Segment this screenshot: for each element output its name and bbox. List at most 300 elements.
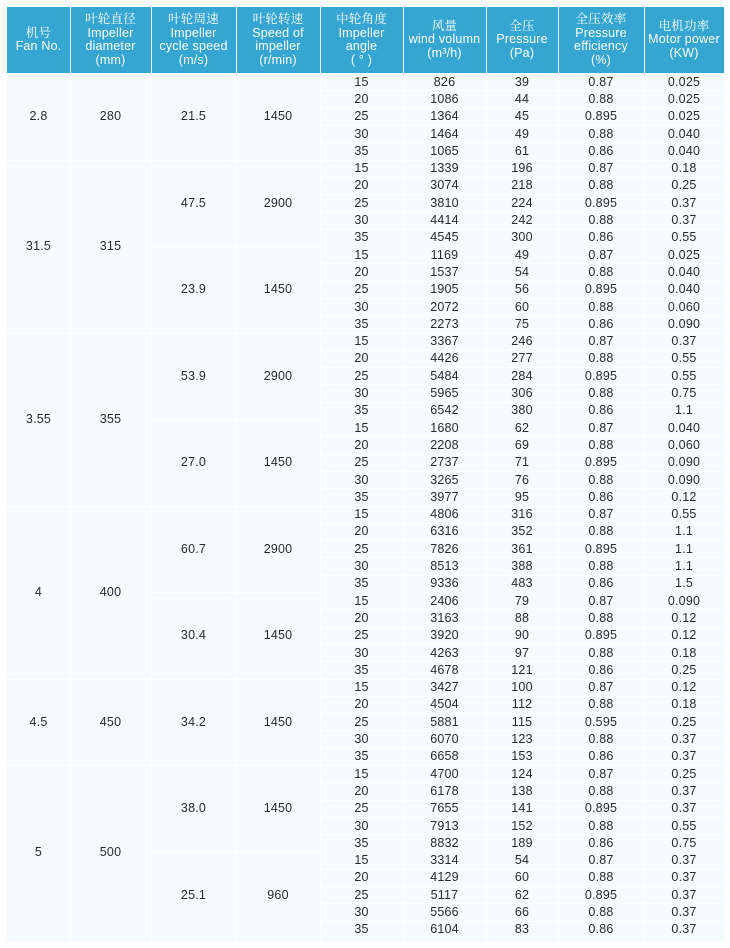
column-header-cn: 叶轮周速 (168, 12, 219, 26)
pressure-efficiency: 0.88 (588, 91, 614, 106)
column-header (7, 7, 70, 73)
pressure-efficiency: 0.86 (588, 230, 614, 245)
impeller-cycle-speed: 47.5 (180, 195, 207, 210)
pressure: 277 (511, 351, 533, 366)
motor-power: 0.090 (667, 316, 701, 331)
column-header-en: angle (345, 39, 378, 53)
motor-power: 0.090 (667, 455, 701, 470)
impeller-angle: 20 (354, 264, 369, 279)
column-header-cn: 全压 (509, 18, 535, 33)
impeller-speed: 1450 (263, 109, 293, 124)
impeller-angle: 20 (354, 870, 369, 885)
motor-power: 0.12 (671, 610, 697, 625)
wind-volume: 4806 (430, 507, 459, 522)
column-header-en: wind volumn (408, 32, 481, 47)
pressure-efficiency: 0.88 (588, 524, 614, 539)
pressure-efficiency: 0.88 (588, 437, 614, 452)
impeller-speed: 1450 (263, 628, 293, 643)
impeller-speed: 1450 (263, 455, 293, 470)
motor-power: 0.040 (667, 282, 701, 297)
motor-power: 0.37 (671, 853, 697, 868)
column-header-en: Impeller (87, 25, 134, 40)
pressure: 75 (514, 316, 530, 331)
pressure: 83 (514, 922, 530, 937)
wind-volume: 826 (433, 74, 456, 89)
column-header-en: Fan No. (15, 39, 62, 53)
pressure: 45 (514, 109, 530, 124)
wind-volume: 1364 (430, 109, 459, 124)
column-header (644, 7, 724, 73)
motor-power: 0.55 (671, 507, 697, 522)
pressure: 483 (511, 576, 533, 591)
wind-volume: 6070 (430, 732, 459, 747)
impeller-cycle-speed: 38.0 (180, 801, 207, 816)
pressure: 124 (511, 766, 533, 781)
impeller-angle: 35 (354, 662, 369, 677)
pressure: 138 (511, 783, 533, 798)
motor-power: 1.1 (675, 403, 693, 418)
table-header (7, 7, 724, 73)
wind-volume: 3977 (430, 489, 459, 504)
motor-power: 0.18 (671, 645, 697, 660)
pressure: 49 (514, 126, 530, 141)
pressure: 352 (511, 524, 533, 539)
column-header-en: impeller (255, 39, 301, 53)
wind-volume: 2737 (430, 455, 459, 470)
pressure: 112 (511, 697, 533, 712)
pressure-efficiency: 0.88 (588, 783, 614, 798)
motor-power: 0.060 (667, 299, 701, 314)
fan-performance-table (7, 7, 724, 942)
impeller-angle: 25 (354, 541, 369, 556)
pressure-efficiency: 0.895 (584, 541, 618, 556)
impeller-angle: 15 (354, 247, 369, 262)
pressure-efficiency: 0.86 (588, 403, 614, 418)
impeller-cycle-speed: 21.5 (180, 109, 207, 124)
impeller-angle: 20 (354, 610, 369, 625)
wind-volume: 5965 (430, 386, 459, 401)
pressure: 218 (511, 178, 533, 193)
pressure-efficiency: 0.895 (584, 109, 618, 124)
pressure-efficiency: 0.88 (588, 870, 614, 885)
motor-power: 0.37 (671, 922, 697, 937)
pressure-efficiency: 0.895 (584, 455, 618, 470)
impeller-diameter: 500 (99, 844, 122, 859)
wind-volume: 1680 (430, 420, 459, 435)
column-header (320, 7, 403, 73)
motor-power: 0.25 (671, 766, 697, 781)
motor-power: 0.25 (671, 178, 697, 193)
wind-volume: 1339 (430, 161, 459, 176)
pressure: 62 (514, 887, 530, 902)
pressure: 306 (511, 386, 533, 401)
pressure-efficiency: 0.895 (584, 368, 618, 383)
column-header-en: (r/min) (259, 52, 297, 67)
pressure-efficiency: 0.87 (588, 853, 614, 868)
wind-volume: 3367 (430, 334, 459, 349)
pressure-efficiency: 0.88 (588, 610, 614, 625)
wind-volume: 4414 (430, 213, 459, 228)
pressure-efficiency: 0.87 (588, 507, 614, 522)
fan-number: 2.8 (29, 109, 48, 124)
impeller-diameter: 280 (99, 109, 122, 124)
column-header-en: ( ° ) (350, 52, 373, 67)
impeller-angle: 30 (354, 732, 369, 747)
impeller-angle: 20 (354, 524, 369, 539)
impeller-angle: 20 (354, 437, 369, 452)
pressure: 60 (514, 870, 530, 885)
pressure: 88 (514, 610, 530, 625)
column-header-cn: 叶轮转速 (252, 12, 304, 26)
pressure: 60 (514, 299, 530, 314)
impeller-angle: 15 (354, 853, 369, 868)
pressure: 54 (514, 853, 530, 868)
impeller-angle: 20 (354, 91, 369, 106)
impeller-angle: 30 (354, 818, 369, 833)
wind-volume: 5566 (430, 905, 459, 920)
fan-number: 3.55 (25, 412, 52, 426)
impeller-angle: 15 (354, 680, 369, 695)
pressure-efficiency: 0.88 (588, 732, 614, 747)
wind-volume: 3163 (430, 610, 459, 625)
pressure-efficiency: 0.88 (588, 264, 614, 279)
wind-volume: 2406 (430, 593, 459, 608)
wind-volume: 6316 (430, 524, 459, 539)
motor-power: 0.55 (671, 230, 697, 245)
impeller-angle: 30 (354, 299, 369, 314)
pressure-efficiency: 0.595 (584, 714, 618, 729)
pressure: 300 (511, 230, 533, 245)
impeller-cycle-speed: 34.2 (180, 714, 207, 729)
pressure-efficiency: 0.88 (588, 299, 614, 314)
impeller-speed: 1450 (263, 282, 293, 297)
impeller-angle: 15 (354, 507, 369, 522)
impeller-angle: 35 (354, 749, 369, 764)
column-header (558, 7, 644, 73)
pressure: 242 (511, 213, 533, 228)
pressure-efficiency: 0.87 (588, 420, 614, 435)
impeller-angle: 35 (354, 489, 369, 504)
motor-power: 0.12 (671, 489, 697, 504)
impeller-angle: 30 (354, 905, 369, 920)
column-header (486, 7, 558, 73)
motor-power: 0.025 (667, 74, 701, 89)
impeller-angle: 35 (354, 576, 369, 591)
wind-volume: 7655 (430, 801, 459, 816)
fan-number: 4.5 (29, 714, 48, 729)
pressure-efficiency: 0.88 (588, 126, 614, 141)
pressure: 121 (511, 662, 533, 677)
column-header-en: Impeller (338, 25, 385, 40)
impeller-angle: 25 (354, 109, 369, 124)
pressure: 79 (514, 593, 530, 608)
pressure: 62 (514, 420, 530, 435)
pressure: 54 (514, 264, 530, 279)
wind-volume: 5881 (430, 714, 459, 729)
impeller-cycle-speed: 23.9 (180, 282, 207, 297)
wind-volume: 6178 (430, 783, 459, 798)
impeller-cycle-speed: 30.4 (180, 628, 207, 643)
wind-volume: 1537 (430, 264, 459, 279)
wind-volume: 4263 (430, 645, 459, 660)
impeller-angle: 25 (354, 887, 369, 902)
impeller-angle: 15 (354, 74, 369, 89)
pressure-efficiency: 0.88 (588, 472, 614, 487)
pressure: 284 (511, 368, 533, 383)
impeller-angle: 15 (354, 420, 369, 435)
impeller-angle: 30 (354, 126, 369, 141)
wind-volume: 1086 (430, 91, 459, 106)
motor-power: 0.12 (671, 680, 697, 695)
column-header-en: (mm) (95, 52, 126, 67)
motor-power: 0.37 (671, 801, 697, 816)
wind-volume: 3265 (430, 472, 459, 487)
pressure-efficiency: 0.88 (588, 697, 614, 712)
motor-power: 0.55 (671, 818, 697, 833)
pressure: 66 (514, 905, 530, 920)
pressure: 388 (511, 559, 533, 574)
motor-power: 0.040 (667, 420, 701, 435)
impeller-angle: 15 (354, 334, 369, 349)
impeller-cycle-speed: 25.1 (180, 887, 207, 902)
pressure: 76 (514, 472, 530, 487)
column-header-en: diameter (85, 39, 136, 53)
motor-power: 0.75 (671, 386, 697, 401)
pressure: 69 (514, 437, 530, 452)
impeller-cycle-speed: 27.0 (180, 455, 207, 470)
pressure-efficiency: 0.88 (588, 351, 614, 366)
pressure-efficiency: 0.88 (588, 178, 614, 193)
wind-volume: 8832 (430, 835, 459, 850)
impeller-diameter: 400 (99, 585, 122, 599)
fan-number: 31.5 (25, 239, 52, 253)
impeller-angle: 25 (354, 801, 369, 816)
impeller-angle: 35 (354, 403, 369, 418)
motor-power: 0.025 (667, 247, 701, 262)
motor-power: 1.5 (675, 576, 693, 591)
pressure: 196 (511, 161, 533, 176)
motor-power: 0.37 (671, 905, 697, 920)
pressure-efficiency: 0.87 (588, 247, 614, 262)
column-header-en: Impeller (170, 25, 217, 40)
wind-volume: 3074 (430, 178, 459, 193)
impeller-angle: 25 (354, 282, 369, 297)
column-header-cn: 机号 (25, 25, 52, 40)
impeller-angle: 20 (354, 351, 369, 366)
pressure-efficiency: 0.86 (588, 835, 614, 850)
pressure-efficiency: 0.86 (588, 489, 614, 504)
motor-power: 0.090 (667, 472, 701, 487)
wind-volume: 5117 (430, 887, 459, 902)
pressure: 189 (511, 835, 533, 850)
impeller-speed: 2900 (263, 195, 293, 210)
wind-volume: 3810 (430, 195, 459, 210)
pressure-efficiency: 0.88 (588, 213, 614, 228)
motor-power: 0.025 (667, 109, 701, 124)
impeller-angle: 15 (354, 161, 369, 176)
wind-volume: 3427 (430, 680, 459, 695)
motor-power: 0.25 (671, 714, 697, 729)
pressure: 141 (511, 801, 533, 816)
pressure-efficiency: 0.88 (588, 559, 614, 574)
pressure-efficiency: 0.88 (588, 818, 614, 833)
column-header-en: (m³/h) (427, 45, 462, 60)
wind-volume: 4426 (430, 351, 459, 366)
pressure-efficiency: 0.88 (588, 905, 614, 920)
impeller-speed: 2900 (263, 368, 293, 383)
motor-power: 0.37 (671, 195, 697, 210)
pressure: 361 (511, 541, 533, 556)
motor-power: 1.1 (675, 541, 693, 556)
pressure: 380 (511, 403, 533, 418)
motor-power: 0.37 (671, 783, 697, 798)
motor-power: 0.55 (671, 351, 697, 366)
column-header-en: Motor power (648, 32, 720, 47)
impeller-speed: 960 (267, 887, 289, 902)
wind-volume: 5484 (430, 368, 459, 383)
pressure-efficiency: 0.87 (588, 766, 614, 781)
pressure-efficiency: 0.895 (584, 887, 618, 902)
pressure: 97 (514, 645, 530, 660)
wind-volume: 1464 (430, 126, 459, 141)
column-header-en: (%) (590, 52, 612, 67)
fan-number: 4 (34, 585, 43, 599)
motor-power: 0.55 (671, 368, 697, 383)
motor-power: 0.25 (671, 662, 697, 677)
wind-volume: 2273 (430, 316, 459, 331)
pressure: 100 (511, 680, 533, 695)
wind-volume: 4678 (430, 662, 459, 677)
wind-volume: 7913 (430, 818, 459, 833)
column-header-cn: 电机功率 (658, 18, 710, 33)
pressure: 56 (514, 282, 530, 297)
column-header (70, 7, 151, 73)
motor-power: 0.37 (671, 213, 697, 228)
pressure-efficiency: 0.88 (588, 645, 614, 660)
motor-power: 1.1 (675, 524, 693, 539)
motor-power: 0.37 (671, 749, 697, 764)
wind-volume: 6658 (430, 749, 459, 764)
wind-volume: 9336 (430, 576, 459, 591)
impeller-angle: 20 (354, 178, 369, 193)
column-header-cn: 叶轮直径 (85, 12, 136, 26)
impeller-angle: 35 (354, 835, 369, 850)
motor-power: 0.18 (671, 697, 697, 712)
wind-volume: 8513 (430, 559, 459, 574)
wind-volume: 6104 (430, 922, 459, 937)
motor-power: 0.37 (671, 732, 697, 747)
motor-power: 0.040 (667, 126, 701, 141)
pressure: 153 (511, 749, 533, 764)
impeller-angle: 30 (354, 645, 369, 660)
impeller-speed: 1450 (263, 714, 293, 729)
impeller-angle: 30 (354, 472, 369, 487)
fan-number: 5 (34, 844, 43, 859)
column-header-en: Pressure (575, 25, 627, 40)
motor-power: 0.37 (671, 334, 697, 349)
impeller-angle: 25 (354, 455, 369, 470)
motor-power: 0.18 (671, 161, 697, 176)
impeller-diameter: 315 (99, 239, 122, 253)
pressure: 115 (511, 714, 533, 729)
pressure: 44 (514, 91, 530, 106)
wind-volume: 2208 (430, 437, 459, 452)
column-header-cn: 全压效率 (575, 12, 627, 26)
pressure: 95 (514, 489, 530, 504)
pressure-efficiency: 0.895 (584, 801, 618, 816)
wind-volume: 3314 (430, 853, 459, 868)
impeller-angle: 20 (354, 783, 369, 798)
pressure: 39 (514, 74, 530, 89)
pressure-efficiency: 0.87 (588, 680, 614, 695)
impeller-angle: 35 (354, 922, 369, 937)
column-header-en: efficiency (574, 39, 628, 53)
column-header-en: Pressure (496, 32, 548, 47)
column-header-en: (m/s) (178, 52, 209, 67)
column-header-cn: 风量 (431, 18, 458, 33)
pressure: 224 (511, 195, 533, 210)
pressure: 246 (511, 334, 533, 349)
pressure-efficiency: 0.87 (588, 161, 614, 176)
motor-power: 0.040 (667, 264, 701, 279)
wind-volume: 6542 (430, 403, 459, 418)
wind-volume: 4545 (430, 230, 459, 245)
impeller-cycle-speed: 60.7 (180, 541, 207, 556)
impeller-angle: 25 (354, 368, 369, 383)
wind-volume: 1905 (430, 282, 459, 297)
pressure: 316 (511, 507, 533, 522)
wind-volume: 4700 (430, 766, 459, 781)
pressure: 152 (511, 818, 533, 833)
impeller-angle: 30 (354, 386, 369, 401)
motor-power: 0.060 (667, 437, 701, 452)
column-header (151, 7, 236, 73)
column-header (236, 7, 320, 73)
pressure-efficiency: 0.86 (588, 143, 614, 158)
pressure: 61 (514, 143, 530, 158)
column-header-cn: 中轮角度 (336, 12, 387, 26)
pressure-efficiency: 0.895 (584, 195, 618, 210)
pressure: 123 (511, 732, 533, 747)
pressure-efficiency: 0.87 (588, 74, 614, 89)
pressure: 71 (514, 455, 530, 470)
pressure-efficiency: 0.86 (588, 922, 614, 937)
impeller-cycle-speed: 53.9 (180, 368, 207, 383)
motor-power: 0.12 (671, 628, 697, 643)
column-header (403, 7, 486, 73)
impeller-angle: 15 (354, 593, 369, 608)
pressure-efficiency: 0.86 (588, 576, 614, 591)
pressure-efficiency: 0.86 (588, 749, 614, 764)
wind-volume: 2072 (430, 299, 459, 314)
pressure-efficiency: 0.87 (588, 593, 614, 608)
impeller-angle: 35 (354, 316, 369, 331)
column-header-en: (Pa) (509, 45, 535, 60)
impeller-angle: 25 (354, 628, 369, 643)
motor-power: 0.040 (667, 143, 701, 158)
pressure: 90 (514, 628, 530, 643)
column-header-en: (KW) (669, 45, 699, 60)
wind-volume: 1169 (430, 247, 459, 262)
pressure-efficiency: 0.86 (588, 662, 614, 677)
impeller-angle: 25 (354, 195, 369, 210)
wind-volume: 3920 (430, 628, 459, 643)
pressure-efficiency: 0.88 (588, 386, 614, 401)
pressure-efficiency: 0.87 (588, 334, 614, 349)
motor-power: 0.37 (671, 887, 697, 902)
motor-power: 1.1 (675, 559, 693, 574)
impeller-angle: 15 (354, 766, 369, 781)
